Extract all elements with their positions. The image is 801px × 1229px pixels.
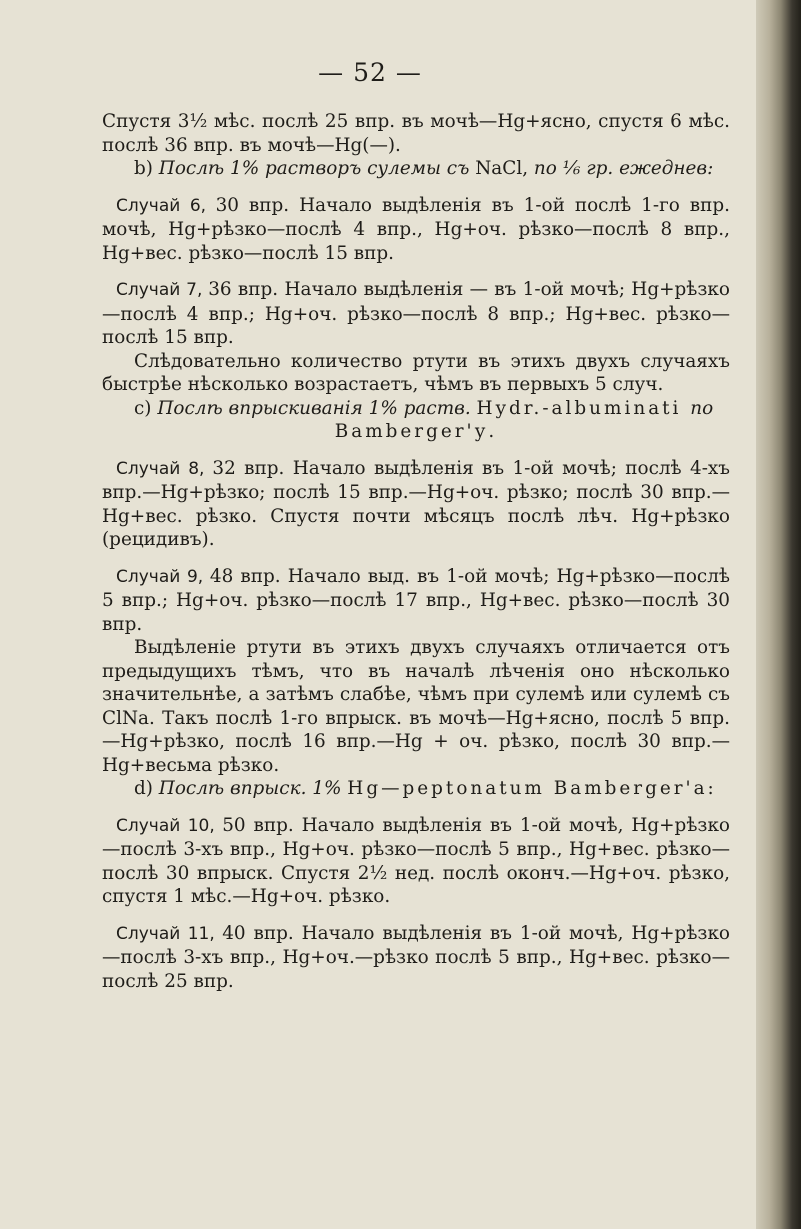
page-edge-shadow [756,0,801,1229]
section-b-heading: b) Послѣ 1% растворъ сулемы съ NaCl, по ⅙ гр. ежеднев: [134,158,714,179]
case-7: Случай 7, 36 впр. Начало выдѣленія — въ 1-ой мочѣ; Hg+рѣзко—послѣ 4 впр.; Hg+оч. рѣзко—послѣ 8 впр.; Hg+вес. рѣзко—послѣ 15 впр. [102,279,730,348]
section-d-heading: d) Послѣ впрыск. 1% Hg—peptonatum Bamberger'a: [134,778,717,799]
case-8: Случай 8, 32 впр. Начало выдѣленія въ 1-ой мочѣ; послѣ 4-хъ впр.—Hg+рѣзко; послѣ 15 впр.—Hg+оч. рѣзко; послѣ 30 впр.—Hg+вес. рѣзко. Спустя почти мѣсяцъ послѣ лѣч. Hg+рѣзко (рецидивъ). [102,457,730,550]
page-number: — 52 — [318,58,422,87]
paragraph-intro: Спустя 3½ мѣс. послѣ 25 впр. въ мочѣ—Hg+ясно, спустя 6 мѣс. послѣ 36 впр. въ мочѣ—Hg(—). [102,111,730,156]
paragraph-conclusion-2: Выдѣленіе ртути въ этихъ двухъ случаяхъ отличается отъ предыдущихъ тѣмъ, что въ началѣ лѣченія оно нѣсколько значительнѣе, а затѣмъ слабѣе, чѣмъ при сулемѣ или сулемѣ съ ClNa. Такъ послѣ 1-го впрыск. въ мочѣ—Hg+ясно, послѣ 5 впр.—Hg+рѣзко, послѣ 16 впр.—Hg + оч. рѣзко, послѣ 30 впр.—Hg+весьма рѣзко. [102,637,730,776]
section-c-heading: c) Послѣ впрыскиванія 1% раств. Hydr.-albuminati по [134,397,714,419]
page-text [102,110,730,993]
case-11: Случай 11, 40 впр. Начало выдѣленія въ 1-ой мочѣ, Hg+рѣзко—послѣ 3-хъ впр., Hg+оч.—рѣзко послѣ 5 впр., Hg+вес. рѣзко—послѣ 25 впр. [102,922,731,992]
case-9: Случай 9, 48 впр. Начало выд. въ 1-ой мочѣ; Hg+рѣзко—послѣ 5 впр.; Hg+оч. рѣзко—послѣ 17 впр., Hg+вес. рѣзко—послѣ 30 впр. [102,565,730,635]
case-10: Случай 10, 50 впр. Начало выдѣленія въ 1-ой мочѣ, Hg+рѣзко—послѣ 3-хъ впр., Hg+оч. рѣзко—послѣ 5 впр., Hg+вес. рѣзко—послѣ 30 впрыск. Спустя 2½ нед. послѣ оконч.—Hg+оч. рѣзко, спустя 1 мѣс.—Hg+оч. рѣзко. [102,814,731,907]
section-c-heading-cont: Bamberger'у. [334,421,498,442]
case-6: Случай 6, 30 впр. Начало выдѣленія въ 1-ой послѣ 1-го впр. мочѣ, Hg+рѣзко—послѣ 4 впр., Hg+оч. рѣзко—послѣ 8 впр., Hg+вес. рѣзко—послѣ 15 впр. [102,194,730,264]
paragraph-conclusion-1: Слѣдовательно количество ртути въ этихъ двухъ случаяхъ быстрѣе нѣсколько возрастаетъ, чѣмъ въ первыхъ 5 случ. [102,350,730,395]
